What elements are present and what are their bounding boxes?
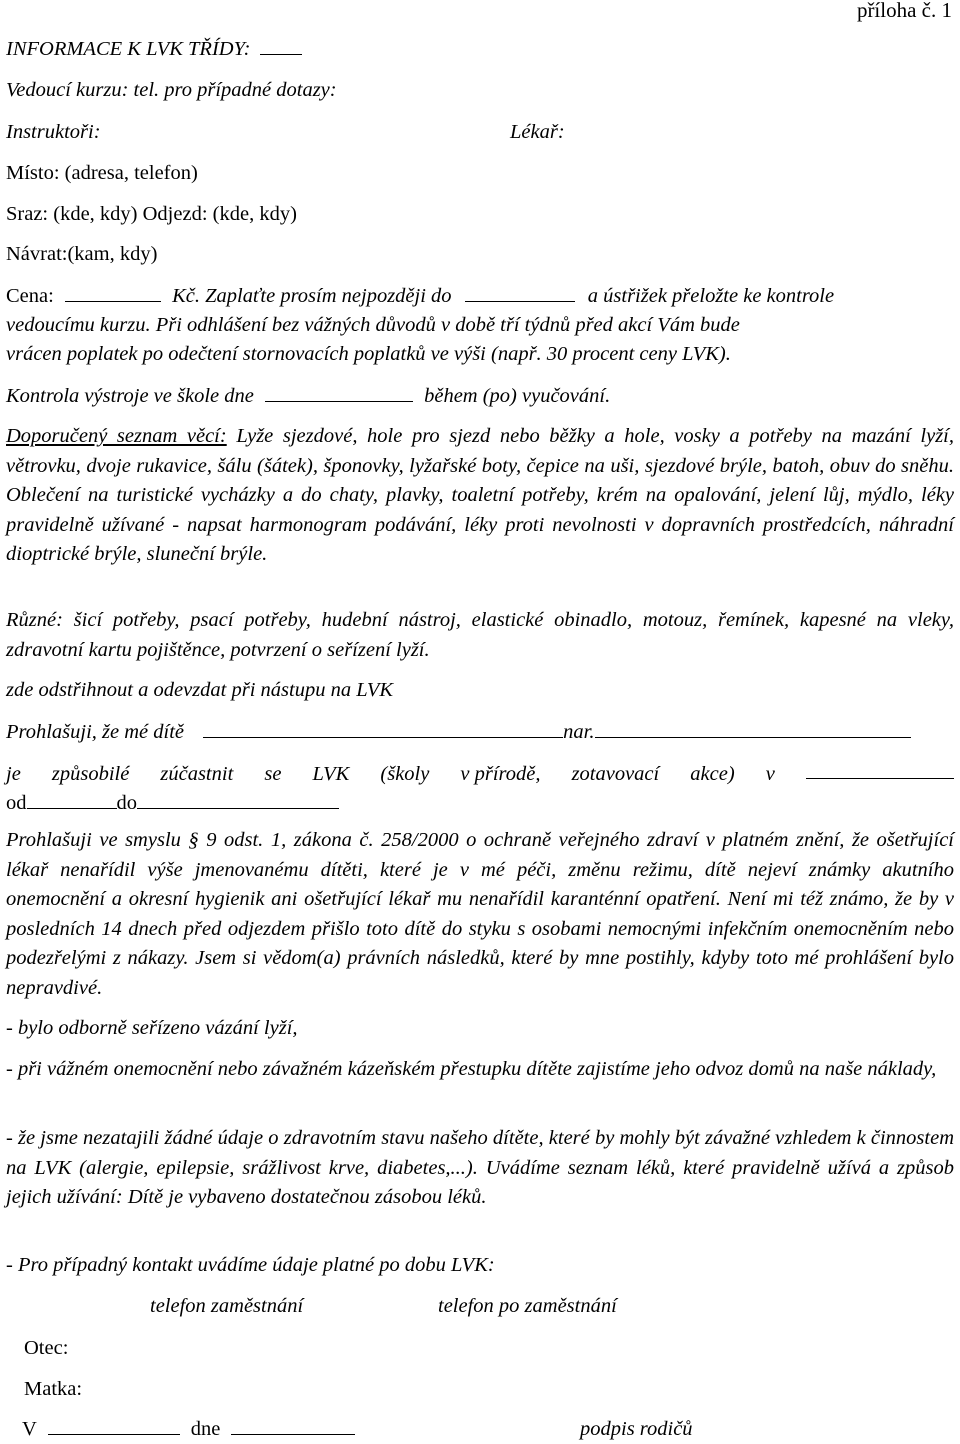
bullet-udaje: - že jsme nezatajili žádné údaje o zdravotním stavu našeho dítěte, které by mohly být závažné vzhledem k činnostem na LVK (alergie, epilepsie, srážlivost krve, diabetes,...). Uvádíme seznam léků, které pravidelně užívá a způsob jejich užívání: Dítě je vybaveno dostatečnou zásobou léků. xyxy=(6,1127,954,1208)
do-label: do xyxy=(116,792,137,814)
prohlaseni-paragraph: Prohlašuji ve smyslu § 9 odst. 1, zákona č. 258/2000 o ochraně veřejného zdraví v platném znění, že ošetřující lékař nenařídil výše jmenovanému dítěti, které je v mé péči, změnu režimu, dítě nejeví známky akutního onemocnění a okresní hygienik ani ošetřující lékař mu nenařídil karanténní opatření. Není mi též známo, že by v posledních 14 dnech před odjezdem přišlo toto dítě do styku s osobami nemocnými infekčním onemocněním nebo podezřelými z nákazy. Jsem si vědom(a) právních následků, které by mne postihly, kdyby toto mé prohlášení bylo nepravdivé. xyxy=(6,829,954,999)
cena-label: Cena: xyxy=(6,285,54,307)
doporuceny-paragraph xyxy=(6,422,954,570)
sraz-label: Sraz: (kde, kdy) Odjezd: (kde, kdy) xyxy=(6,203,297,225)
word: se xyxy=(264,763,282,785)
instruktori-label: Instruktoři: xyxy=(6,121,101,143)
kontrola-text-b: během (po) vyučování. xyxy=(424,385,611,407)
otec-label: Otec: xyxy=(24,1337,69,1359)
od-label: od xyxy=(6,792,27,814)
do-blank[interactable] xyxy=(137,792,339,809)
word: zúčastnit xyxy=(160,763,234,785)
date-sign-blank[interactable] xyxy=(231,1418,355,1435)
word: LVK xyxy=(312,763,350,785)
vedouci-note: tel. pro případné dotazy: xyxy=(133,79,337,101)
word: (školy xyxy=(380,763,430,785)
class-blank[interactable] xyxy=(260,38,302,55)
podpis-label: podpis rodičů xyxy=(580,1418,693,1440)
place-blank[interactable] xyxy=(806,762,954,779)
nar-label: nar. xyxy=(563,721,595,743)
od-do-row xyxy=(6,791,339,815)
bullet-odvoz: - při vážném onemocnění nebo závažném kázeňském přestupku dítěte zajistíme jeho odvoz domů na naše náklady, xyxy=(6,1058,937,1080)
kontrola-row xyxy=(6,384,610,408)
word: akce) xyxy=(690,763,735,785)
birthdate-blank[interactable] xyxy=(595,721,911,738)
word: v přírodě, xyxy=(460,763,541,785)
title-row xyxy=(6,37,302,61)
cena-blank[interactable] xyxy=(65,285,161,302)
bullet-vazani: - bylo odborně seřízeno vázání lyží, xyxy=(6,1017,298,1039)
place-sign-blank[interactable] xyxy=(48,1418,180,1435)
odstrihnout-label: zde odstřihnout a odevzdat při nástupu na LVK xyxy=(6,679,394,701)
zpusobile-row xyxy=(6,762,954,786)
cena-text-b: a ústřižek přeložte ke kontrole xyxy=(587,285,835,307)
v-label: V xyxy=(22,1418,37,1440)
prohlasuji-label: Prohlašuji, že mé dítě xyxy=(6,721,185,743)
vedouci-label: Vedoucí kurzu: xyxy=(6,79,129,101)
lekar-label: Lékař: xyxy=(510,121,565,143)
cena-text-a: Kč. Zaplaťte prosím nejpozději do xyxy=(172,285,452,307)
word: zotavovací xyxy=(571,763,660,785)
kontrola-text-a: Kontrola výstroje ve škole dne xyxy=(6,385,254,407)
misto-label: Místo: (adresa, telefon) xyxy=(6,162,198,184)
col-telefon-po-zamestnani: telefon po zaměstnání xyxy=(438,1295,617,1317)
kontrola-blank[interactable] xyxy=(265,385,413,402)
col-telefon-zamestnani: telefon zaměstnání xyxy=(150,1295,304,1317)
footer-place-row xyxy=(22,1417,355,1441)
cena-line3: vrácen poplatek po odečtení stornovacích poplatků ve výši (např. 30 procent ceny LVK). xyxy=(6,343,731,365)
priloha-label: příloha č. 1 xyxy=(856,0,952,22)
word: je xyxy=(6,763,21,785)
doporuceny-heading: Doporučený seznam věcí: xyxy=(6,425,227,447)
navrat-label: Návrat:(kam, kdy) xyxy=(6,243,158,265)
matka-label: Matka: xyxy=(24,1378,83,1400)
doporuceny-text: Lyže sjezdové, hole pro sjezd nebo běžky a hole, vosky a potřeby na mazání lyží, větrovku, dvoje rukavice, šálu (šátek), šponovky, lyžařské boty, čepice na uši, sjezdové brýle, batoh, obuv do sněhu. Oblečení na turistické vycházky a do chaty, plavky, toaletní potřeby, krém na opalování, jelení lůj, mýdlo, léky pravidelně užívané - napsat harmonogram podávání, léky proti nevolnosti v dopravních prostředcích, náhradní dioptrické brýle, sluneční brýle. xyxy=(6,425,955,565)
word: způsobilé xyxy=(51,763,130,785)
dne-label: dne xyxy=(190,1418,221,1440)
kontakt-label: - Pro případný kontakt uvádíme údaje platné po dobu LVK: xyxy=(6,1254,495,1276)
child-name-blank[interactable] xyxy=(203,721,563,738)
prohlasuji-row xyxy=(6,720,911,744)
title: INFORMACE K LVK TŘÍDY: xyxy=(6,38,251,60)
word: v xyxy=(765,763,775,785)
ruzne-paragraph: Různé: šicí potřeby, psací potřeby, hudební nástroj, elastické obinadlo, motouz, řemínek, kapesné na vleky, zdravotní kartu pojištěnce, potvrzení o seřízení lyží. xyxy=(6,609,954,661)
cena-row xyxy=(6,284,834,308)
od-blank[interactable] xyxy=(27,792,117,809)
cena-line2: vedoucímu kurzu. Při odhlášení bez vážných důvodů v době tří týdnů před akcí Vám bude xyxy=(6,314,740,336)
deadline-blank[interactable] xyxy=(465,285,575,302)
vedouci-row xyxy=(6,78,337,102)
